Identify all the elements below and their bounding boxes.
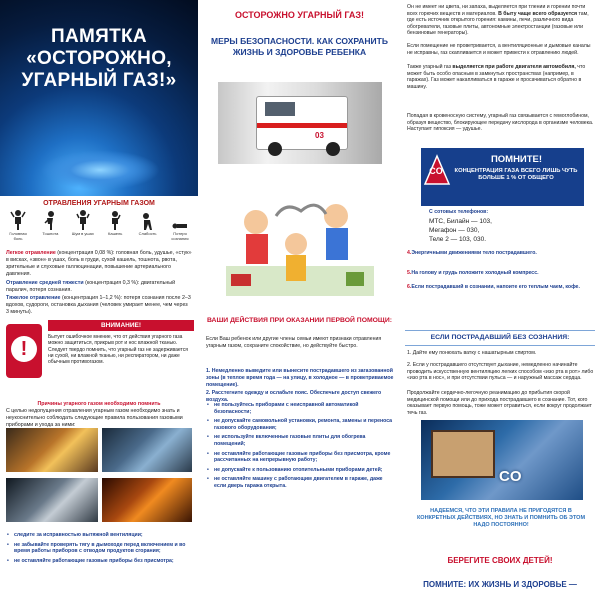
warning-title: ВНИМАНИЕ! — [48, 320, 194, 331]
gas-rules-list — [206, 402, 396, 493]
gas-flame-image — [40, 150, 160, 190]
phone-line: Мегафон — 030, — [429, 227, 480, 234]
unconscious-step-2: 2. Если у пострадавшего отсутствует дыхание, немедленно начинайте проводить искусственную вентиляцию легких способом «изо рта в рот» либо «изо рта в нос», и при отсутствии пульса — и наружный массаж сердца. — [407, 362, 594, 382]
unconscious-step-1: 1. Дайте ему понюхать ватку с нашатырным спиртом. — [407, 350, 537, 356]
list-item: • не допускайте к пользованию отопительными приборами детей; — [206, 467, 396, 474]
warning-icon: ! — [6, 324, 42, 378]
emergency-phones — [429, 208, 599, 244]
main-title: ОСТОРОЖНО УГАРНЫЙ ГАЗ! — [234, 10, 365, 20]
ambulance-window — [265, 102, 295, 116]
weakness-icon — [140, 209, 156, 231]
medium-poisoning: Отравление средней тяжести (концентрация 0,3 %): двигательный паралич, потеря сознания. — [6, 280, 176, 293]
divider — [405, 330, 595, 331]
panel-left — [0, 0, 198, 600]
stove-photo — [6, 428, 98, 472]
wheel-icon — [268, 142, 282, 156]
closing-text: НАДЕЕМСЯ, ЧТО ЭТИ ПРАВИЛА НЕ ПРИГОДЯТСЯ В КОНКРЕТНЫХ ДЕЙСТВИЯХ, НО ЗНАТЬ И ПОМНИТЬ ОБ ЭТОМ НАДО ПОСТОЯННО! — [416, 508, 586, 528]
symptom-headache: Головная боль — [6, 209, 30, 245]
warning-box — [4, 318, 194, 398]
list-item: • не используйте включенные газовые плиты для обогрева помещений; — [206, 434, 396, 447]
unconscious-step-3: Продолжайте сердечно-легочную реанимацию до прибытия скорой медицинской помощи или до прихода пострадавшего в сознание. Тот, кого оказывает первую помощь, тоже может отравиться, если вокруг продолжает течь газ. — [407, 390, 592, 416]
list-item: • не оставляйте машину с работающим двигателем в гараже, даже если дверь гаража открыта. — [206, 476, 396, 489]
list-item: • не оставляйте работающие газовые приборы без присмотра; — [6, 558, 194, 565]
unconscious-heading: ЕСЛИ ПОСТРАДАВШИЙ БЕЗ СОЗНАНИЯ: — [430, 334, 570, 341]
ambulance-photo — [218, 82, 382, 164]
children-cartoon — [226, 196, 374, 296]
warning-text: Бытует ошибочное мнение, что от действия угарного газа можно защититься, прикрыв рот и нос влажной тканью. Следует твердо помнить, что угарный газ не задерживается ни сухой, ни влажной тканью, ни респиратором, ни даже обычным противогазом. — [48, 334, 188, 366]
remember-box — [421, 148, 584, 206]
severe-poisoning: Тяжелое отравление (концентрация 1–1,2 %): потеря сознания после 2–3 вдохов, судороги, остановка дыхания (человек умирает менее, чем через 3 минуты). — [6, 295, 191, 315]
list-item: • не пользуйтесь приборами с неисправной автоматикой безопасности; — [206, 402, 396, 415]
symptoms-heading: ОТРАВЛЕНИЯ УГАРНЫМ ГАЗОМ — [43, 200, 155, 207]
intro-paragraph-4: Попадая в кровеносную систему, угарный газ связывается с гемоглобином, образуя вещество, блокирующее передачу кислорода в организме человека. Наступает гипоксия — удушье. — [407, 113, 594, 133]
mild-poisoning: Легкое отравление (концентрация 0,08 %): головная боль, удушье, «стук» в висках, «звон» в ушах, боль в груди, сухой кашель, тошнота, рвота, зрительные и слуховые галлюцинации, повышение артериального давления. — [6, 250, 192, 277]
co-label: CO — [429, 166, 443, 176]
first-aid-step-5: 5.На голову и грудь положите холодный компресс. — [407, 270, 539, 276]
remember-title: ПОМНИТЕ! — [490, 154, 543, 165]
first-aid-step-1: 1. Немедленно выведите или вынесите пострадавшего из загазованной зоны (в теплое время года — на улицу, в холодное — в проветриваемое помещение). — [206, 368, 394, 388]
symptom-nausea: Тошнота — [38, 209, 62, 245]
p1-rules-list — [6, 532, 194, 567]
wheel-icon — [326, 142, 340, 156]
symptom-unconscious: Потеря сознания — [168, 209, 192, 245]
cover-title: ПАМЯТКА «ОСТОРОЖНО, УГАРНЫЙ ГАЗ!» — [21, 26, 177, 91]
gas-boiler-photo — [102, 428, 192, 472]
symptom-tinnitus: Шум в ушах — [71, 209, 95, 245]
first-aid-intro: Если Ваш ребенок или другие члены семьи имеют признаки отравления угарным газом, сохраните спокойствие, но действуйте быстро. — [206, 336, 382, 349]
list-item: • не оставляйте работающие газовые приборы без присмотра, кроме рассчитанных на непрерывную работу; — [206, 451, 396, 464]
fireplace-photo — [102, 478, 192, 522]
panel-right — [401, 0, 600, 600]
symptoms-row — [6, 209, 192, 245]
main-subtitle: МЕРЫ БЕЗОПАСНОСТИ. КАК СОХРАНИТЬ ЖИЗНЬ И ЗДОРОВЬЕ РЕБЕНКА — [211, 36, 388, 57]
remember-text: КОНЦЕНТРАЦИЯ ГАЗА ВСЕГО ЛИШЬ ЧУТЬ БОЛЬШЕ 1 % ОТ ОБЩЕГО — [454, 168, 578, 181]
first-aid-heading: ВАШИ ДЕЙСТВИЯ ПРИ ОКАЗАНИИ ПЕРВОЙ ПОМОЩИ: — [206, 317, 393, 324]
cover-image — [0, 0, 198, 196]
intro-paragraph-3: Также угарный газ выделяется при работе двигателя автомобиля, что может быть особо опасным в замкнутых пространствах (например, в гаражах). Газ может накапливаться в гараже и просачиваться обратно в машину. — [407, 64, 586, 90]
first-aid-step-2: 2. Расстегните одежду и ослабьте пояс. Обеспечьте доступ свежего воздуха. — [206, 390, 382, 403]
prevention-heading: Причины угарного газом необходимо помнить — [37, 401, 161, 407]
save-children-title: БЕРЕГИТЕ СВОИХ ДЕТЕЙ! — [447, 556, 553, 565]
tinnitus-icon — [75, 209, 91, 231]
list-item: • следите за исправностью вытяжной вентиляции; — [6, 532, 194, 539]
phone-line: Теле 2 — 103, 030. — [429, 236, 487, 243]
panel-middle — [198, 0, 401, 600]
intro-paragraph-2: Если помещение не проветривается, а вентиляционные и дымовые каналы не исправны, газ скапливается и может привести к отравлению людей. — [407, 43, 591, 56]
house-window — [431, 430, 495, 478]
first-aid-step-4: 4.Энергичными движениями тело пострадавшего. — [407, 250, 537, 256]
gas-pipe-photo — [6, 478, 98, 522]
headache-icon — [10, 209, 26, 231]
ambulance-number: 03 — [315, 131, 324, 140]
symptom-cough: Кашель — [103, 209, 127, 245]
list-item: • не допускайте самовольной установки, ремонта, замены и переноса газового оборудования; — [206, 418, 396, 431]
cough-icon — [107, 209, 123, 231]
co-molecule-image — [421, 420, 583, 500]
symptom-weakness: Слабость — [136, 209, 160, 245]
prevention-text: С целью недопущения отравления угарным газом необходимо знать и неукоснительно соблюдать следующие правила пользования газовыми приборами и ухода за ними: — [6, 408, 183, 428]
nausea-icon — [42, 209, 58, 231]
co-label: CO — [499, 468, 522, 485]
phones-label: С сотовых телефонов: — [429, 209, 489, 215]
intro-paragraph-1: Он не имеет ни цвета, ни запаха, выделяется при тлении и горении почти всех горючих веществ и материалов. В быту чаще всего образуется там, где есть источник открытого горения: камины, печи, различного вида обогреватели, газовые плиты, автономные электростанции (газовые или бензиновые генераторы). — [407, 4, 589, 37]
divider — [405, 345, 595, 346]
first-aid-step-6: 6.Если пострадавший в сознании, напоите его теплым чаем, кофе. — [407, 284, 580, 290]
ambulance-stripe — [257, 123, 347, 128]
unconscious-icon — [172, 209, 188, 231]
remember-life-title: ПОМНИТЕ: ИХ ЖИЗНЬ И ЗДОРОВЬЕ — — [423, 580, 577, 589]
list-item: • не забывайте проверять тягу в дымоходе перед включением и во время работы приборов с отводом продуктов сгорания; — [6, 542, 194, 555]
phone-line: МТС, Билайн — 103, — [429, 218, 492, 225]
